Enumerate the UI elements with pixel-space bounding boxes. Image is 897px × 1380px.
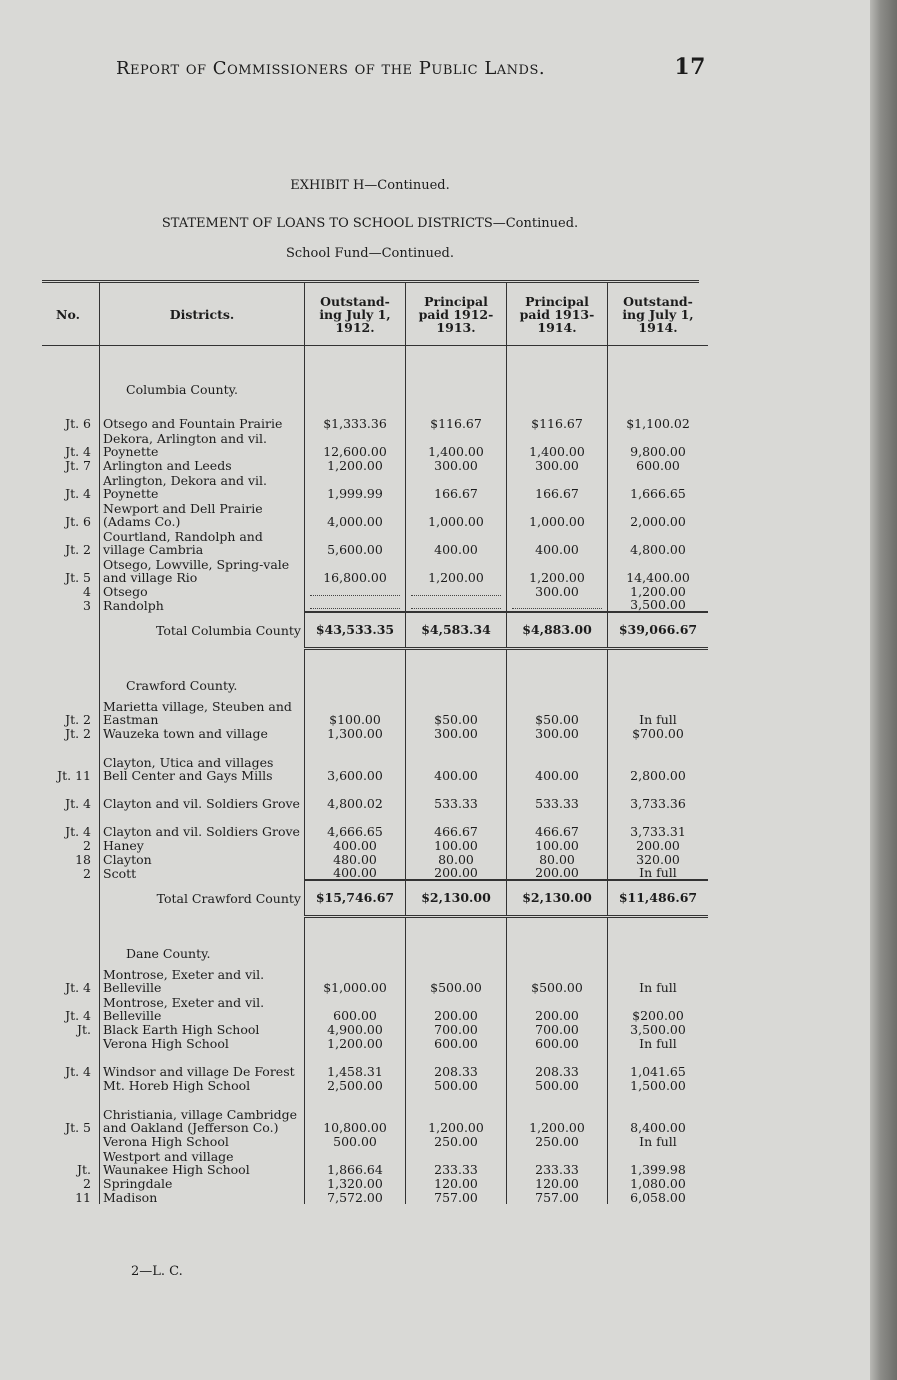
- table-row: [42, 1022, 708, 1036]
- table-row: [42, 966, 708, 994]
- outstanding-1914: 320.00: [636, 852, 680, 867]
- outstanding-1914: $700.00: [632, 726, 684, 741]
- district-name: Mt. Horeb High School: [100, 1078, 305, 1092]
- district-name: Clayton: [100, 852, 305, 866]
- paid-1913-1914: $116.67: [507, 402, 608, 430]
- row-number: 11: [75, 1190, 91, 1205]
- table-row: [42, 430, 708, 458]
- outstanding-1912: 600.00: [305, 994, 406, 1022]
- paid-1913-1914: 757.00: [507, 1190, 608, 1204]
- col-districts: Districts.: [100, 283, 305, 346]
- district-name: Westport and village Waunakee High School: [100, 1148, 305, 1176]
- row-number: Jt. 4: [65, 486, 91, 501]
- outstanding-1912: $1,333.36: [305, 402, 406, 430]
- district-name: Windsor and village De Forest: [100, 1050, 305, 1078]
- outstanding-1912: 12,600.00: [305, 430, 406, 458]
- row-number: Jt. 5: [65, 570, 91, 585]
- row-number: Jt. 4: [65, 824, 91, 839]
- paid-1912-1913: 400.00: [406, 528, 507, 556]
- total-value: $11,486.67: [608, 880, 709, 916]
- table-row: [42, 1190, 708, 1204]
- paid-1913-1914: 400.00: [507, 740, 608, 782]
- paid-1912-1913: 466.67: [406, 810, 507, 838]
- table-row: [42, 1134, 708, 1148]
- county-heading-row: [42, 648, 708, 698]
- paid-1912-1913: 300.00: [406, 726, 507, 740]
- outstanding-1914: 8,400.00: [630, 1120, 686, 1135]
- outstanding-1914: 6,058.00: [630, 1190, 686, 1205]
- outstanding-1912: 10,800.00: [305, 1092, 406, 1134]
- outstanding-1914: 3,500.00: [630, 597, 686, 612]
- outstanding-1912: 7,572.00: [305, 1190, 406, 1204]
- col-paid-1913-1914: Principal paid 1913-1914.: [507, 283, 608, 346]
- paid-1913-1914: [507, 598, 608, 612]
- paid-1912-1913: 600.00: [406, 1036, 507, 1050]
- district-name: Dekora, Arlington and vil. Poynette: [100, 430, 305, 458]
- district-name: Montrose, Exeter and vil. Belleville: [100, 994, 305, 1022]
- total-row: [42, 612, 708, 648]
- paid-1912-1913: 1,000.00: [406, 500, 507, 528]
- district-name: Otsego, Lowville, Spring-vale and village Rio: [100, 556, 305, 584]
- outstanding-1914: 1,041.65: [630, 1064, 686, 1079]
- paid-1913-1914: 166.67: [507, 472, 608, 500]
- outstanding-1914: In full: [639, 1036, 677, 1051]
- outstanding-1914: 9,800.00: [630, 444, 686, 459]
- district-name: Springdale: [100, 1176, 305, 1190]
- paid-1913-1914: 1,000.00: [507, 500, 608, 528]
- total-row: [42, 880, 708, 916]
- table-row: [42, 1092, 708, 1134]
- book-binding-edge: [870, 0, 897, 1380]
- district-name: Christiania, village Cambridge and Oakland (Jefferson Co.): [100, 1092, 305, 1134]
- outstanding-1912: 480.00: [305, 852, 406, 866]
- district-name: Clayton and vil. Soldiers Grove: [100, 810, 305, 838]
- outstanding-1914: 600.00: [636, 458, 680, 473]
- table-row: [42, 994, 708, 1022]
- outstanding-1912: 1,200.00: [305, 1036, 406, 1050]
- paid-1912-1913: 700.00: [406, 1022, 507, 1036]
- district-name: Randolph: [100, 598, 305, 612]
- fund-heading: School Fund—Continued.: [285, 246, 454, 261]
- paid-1912-1913: 250.00: [406, 1134, 507, 1148]
- outstanding-1912: [305, 598, 406, 612]
- row-number: Jt. 6: [65, 514, 91, 529]
- paid-1912-1913: 757.00: [406, 1190, 507, 1204]
- paid-1913-1914: 300.00: [507, 726, 608, 740]
- paid-1913-1914: 1,200.00: [507, 1092, 608, 1134]
- paid-1912-1913: 200.00: [406, 866, 507, 880]
- paid-1913-1914: 120.00: [507, 1176, 608, 1190]
- col-outstanding-1912: Outstand- ing July 1, 1912.: [305, 283, 406, 346]
- table-row: [42, 1050, 708, 1078]
- paid-1913-1914: 300.00: [507, 458, 608, 472]
- district-name: Haney: [100, 838, 305, 852]
- table-row: [42, 698, 708, 726]
- row-number: [42, 1134, 100, 1148]
- district-name: Verona High School: [100, 1036, 305, 1050]
- county-name: Dane County.: [100, 916, 305, 966]
- row-number: Jt. 5: [65, 1120, 91, 1135]
- outstanding-1914: 3,733.31: [630, 824, 686, 839]
- outstanding-1912: 1,320.00: [305, 1176, 406, 1190]
- table-row: [42, 838, 708, 852]
- total-value: $4,883.00: [507, 612, 608, 648]
- outstanding-1914: 3,733.36: [630, 796, 686, 811]
- county-heading-row: [42, 916, 708, 966]
- paid-1913-1914: 533.33: [507, 782, 608, 810]
- table-row: [42, 726, 708, 740]
- row-number: Jt.: [76, 1162, 91, 1177]
- row-number: Jt. 4: [65, 1064, 91, 1079]
- total-label: Total Columbia County: [100, 612, 305, 648]
- table-row: [42, 500, 708, 528]
- outstanding-1912: 3,600.00: [305, 740, 406, 782]
- outstanding-1912: 16,800.00: [305, 556, 406, 584]
- outstanding-1914: 1,080.00: [630, 1176, 686, 1191]
- table-row: [42, 472, 708, 500]
- table-row: [42, 1176, 708, 1190]
- outstanding-1914: In full: [639, 980, 677, 995]
- paid-1913-1914: 300.00: [507, 584, 608, 598]
- table-row: [42, 1036, 708, 1050]
- paid-1913-1914: 200.00: [507, 866, 608, 880]
- col-outstanding-1914: Outstand- ing July 1, 1914.: [608, 283, 709, 346]
- paid-1913-1914: $500.00: [507, 966, 608, 994]
- outstanding-1912: 4,666.65: [305, 810, 406, 838]
- district-name: Madison: [100, 1190, 305, 1204]
- district-name: Verona High School: [100, 1134, 305, 1148]
- paid-1912-1913: 208.33: [406, 1050, 507, 1078]
- paid-1913-1914: 80.00: [507, 852, 608, 866]
- table-row: [42, 584, 708, 598]
- outstanding-1912: 500.00: [305, 1134, 406, 1148]
- outstanding-1912: 1,300.00: [305, 726, 406, 740]
- outstanding-1914: 3,500.00: [630, 1022, 686, 1037]
- total-value: $4,583.34: [406, 612, 507, 648]
- district-name: Arlington and Leeds: [100, 458, 305, 472]
- paid-1913-1914: 700.00: [507, 1022, 608, 1036]
- paid-1912-1913: 166.67: [406, 472, 507, 500]
- outstanding-1912: 1,200.00: [305, 458, 406, 472]
- district-name: Courtland, Randolph and village Cambria: [100, 528, 305, 556]
- outstanding-1914: 200.00: [636, 838, 680, 853]
- paid-1912-1913: 100.00: [406, 838, 507, 852]
- total-value: $39,066.67: [608, 612, 709, 648]
- outstanding-1912: 5,600.00: [305, 528, 406, 556]
- paid-1912-1913: 300.00: [406, 458, 507, 472]
- paid-1913-1914: 100.00: [507, 838, 608, 852]
- outstanding-1912: [305, 584, 406, 598]
- paid-1912-1913: 1,200.00: [406, 556, 507, 584]
- district-name: Marietta village, Steuben and Eastman: [100, 698, 305, 726]
- paid-1913-1914: 250.00: [507, 1134, 608, 1148]
- statement-heading: STATEMENT OF LOANS TO SCHOOL DISTRICTS—Continued.: [161, 216, 579, 231]
- table-row: [42, 1148, 708, 1176]
- county-name: Crawford County.: [100, 648, 305, 698]
- district-name: Otsego and Fountain Prairie: [100, 402, 305, 430]
- outstanding-1914: $200.00: [632, 1008, 684, 1023]
- district-name: Wauzeka town and village: [100, 726, 305, 740]
- header-row: [42, 283, 708, 346]
- outstanding-1912: 1,458.31: [305, 1050, 406, 1078]
- table-row: [42, 740, 708, 782]
- total-value: $43,533.35: [305, 612, 406, 648]
- table-row: [42, 528, 708, 556]
- outstanding-1914: 1,666.65: [630, 486, 686, 501]
- row-number: Jt. 7: [65, 458, 91, 473]
- district-name: Clayton and vil. Soldiers Grove: [100, 782, 305, 810]
- col-no: No.: [42, 283, 100, 346]
- row-number: Jt. 2: [65, 542, 91, 557]
- total-value: $2,130.00: [507, 880, 608, 916]
- paid-1912-1913: 400.00: [406, 740, 507, 782]
- exhibit-heading: EXHIBIT H—Continued.: [290, 178, 450, 193]
- outstanding-1914: In full: [639, 865, 677, 880]
- outstanding-1914: In full: [639, 1134, 677, 1149]
- row-number: [42, 1036, 100, 1050]
- table-row: [42, 458, 708, 472]
- district-name: Arlington, Dekora and vil. Poynette: [100, 472, 305, 500]
- table-row: [42, 1078, 708, 1092]
- paid-1912-1913: 533.33: [406, 782, 507, 810]
- outstanding-1912: $1,000.00: [305, 966, 406, 994]
- paid-1912-1913: $50.00: [406, 698, 507, 726]
- paid-1913-1914: 233.33: [507, 1148, 608, 1176]
- paid-1913-1914: 400.00: [507, 528, 608, 556]
- table-row: [42, 402, 708, 430]
- paid-1912-1913: 1,200.00: [406, 1092, 507, 1134]
- outstanding-1912: 400.00: [305, 866, 406, 880]
- col-paid-1912-1913: Principal paid 1912-1913.: [406, 283, 507, 346]
- outstanding-1914: 14,400.00: [626, 570, 690, 585]
- county-name: Columbia County.: [100, 346, 305, 403]
- paid-1912-1913: 233.33: [406, 1148, 507, 1176]
- running-header: [116, 54, 706, 80]
- loans-table: [42, 283, 708, 1204]
- outstanding-1912: 4,800.02: [305, 782, 406, 810]
- county-heading-row: [42, 346, 708, 403]
- district-name: Black Earth High School: [100, 1022, 305, 1036]
- outstanding-1914: 1,200.00: [630, 584, 686, 599]
- outstanding-1912: 1,999.99: [305, 472, 406, 500]
- outstanding-1914: 4,800.00: [630, 542, 686, 557]
- row-number: 18: [75, 852, 91, 867]
- row-number: Jt. 4: [65, 444, 91, 459]
- row-number: Jt. 4: [65, 1008, 91, 1023]
- outstanding-1914: 1,399.98: [630, 1162, 686, 1177]
- row-number: 2: [83, 866, 91, 881]
- paid-1912-1913: 120.00: [406, 1176, 507, 1190]
- table-row: [42, 810, 708, 838]
- paid-1912-1913: [406, 584, 507, 598]
- total-value: $15,746.67: [305, 880, 406, 916]
- row-number: [42, 1078, 100, 1092]
- district-name: Clayton, Utica and villages Bell Center and Gays Mills: [100, 740, 305, 782]
- total-label: Total Crawford County: [100, 880, 305, 916]
- district-name: Newport and Dell Prairie (Adams Co.): [100, 500, 305, 528]
- paid-1913-1914: 208.33: [507, 1050, 608, 1078]
- outstanding-1912: $100.00: [305, 698, 406, 726]
- total-value: $2,130.00: [406, 880, 507, 916]
- row-number: 3: [83, 598, 91, 613]
- paid-1913-1914: 1,200.00: [507, 556, 608, 584]
- paid-1913-1914: 500.00: [507, 1078, 608, 1092]
- district-name: Montrose, Exeter and vil. Belleville: [100, 966, 305, 994]
- outstanding-1912: 4,000.00: [305, 500, 406, 528]
- signature-mark: 2—L. C.: [131, 1264, 183, 1279]
- outstanding-1912: 2,500.00: [305, 1078, 406, 1092]
- table-row: [42, 866, 708, 880]
- paid-1912-1913: 200.00: [406, 994, 507, 1022]
- paid-1913-1914: 200.00: [507, 994, 608, 1022]
- paid-1912-1913: $500.00: [406, 966, 507, 994]
- row-number: Jt. 11: [57, 768, 91, 783]
- paid-1912-1913: 1,400.00: [406, 430, 507, 458]
- outstanding-1914: $1,100.02: [626, 416, 690, 431]
- row-number: Jt. 2: [65, 712, 91, 727]
- table-row: [42, 598, 708, 612]
- report-title: Report of Commissioners of the Public Lands.: [116, 58, 546, 79]
- outstanding-1914: 1,500.00: [630, 1078, 686, 1093]
- paid-1912-1913: $116.67: [406, 402, 507, 430]
- outstanding-1914: In full: [639, 712, 677, 727]
- outstanding-1912: 400.00: [305, 838, 406, 852]
- district-name: Scott: [100, 866, 305, 880]
- paid-1912-1913: [406, 598, 507, 612]
- outstanding-1914: 2,800.00: [630, 768, 686, 783]
- paid-1912-1913: 500.00: [406, 1078, 507, 1092]
- paid-1913-1914: 1,400.00: [507, 430, 608, 458]
- outstanding-1914: 2,000.00: [630, 514, 686, 529]
- paid-1913-1914: 600.00: [507, 1036, 608, 1050]
- district-name: Otsego: [100, 584, 305, 598]
- paid-1912-1913: 80.00: [406, 852, 507, 866]
- row-number: Jt. 2: [65, 726, 91, 741]
- paid-1913-1914: 466.67: [507, 810, 608, 838]
- table-row: [42, 852, 708, 866]
- row-number: Jt. 4: [65, 796, 91, 811]
- table-row: [42, 782, 708, 810]
- row-number: 2: [83, 838, 91, 853]
- table-row: [42, 556, 708, 584]
- row-number: 4: [83, 584, 91, 599]
- row-number: 2: [83, 1176, 91, 1191]
- outstanding-1912: 1,866.64: [305, 1148, 406, 1176]
- row-number: Jt. 4: [65, 980, 91, 995]
- page-number: 17: [674, 54, 706, 80]
- paid-1913-1914: $50.00: [507, 698, 608, 726]
- row-number: Jt. 6: [65, 416, 91, 431]
- row-number: Jt.: [76, 1022, 91, 1037]
- outstanding-1912: 4,900.00: [305, 1022, 406, 1036]
